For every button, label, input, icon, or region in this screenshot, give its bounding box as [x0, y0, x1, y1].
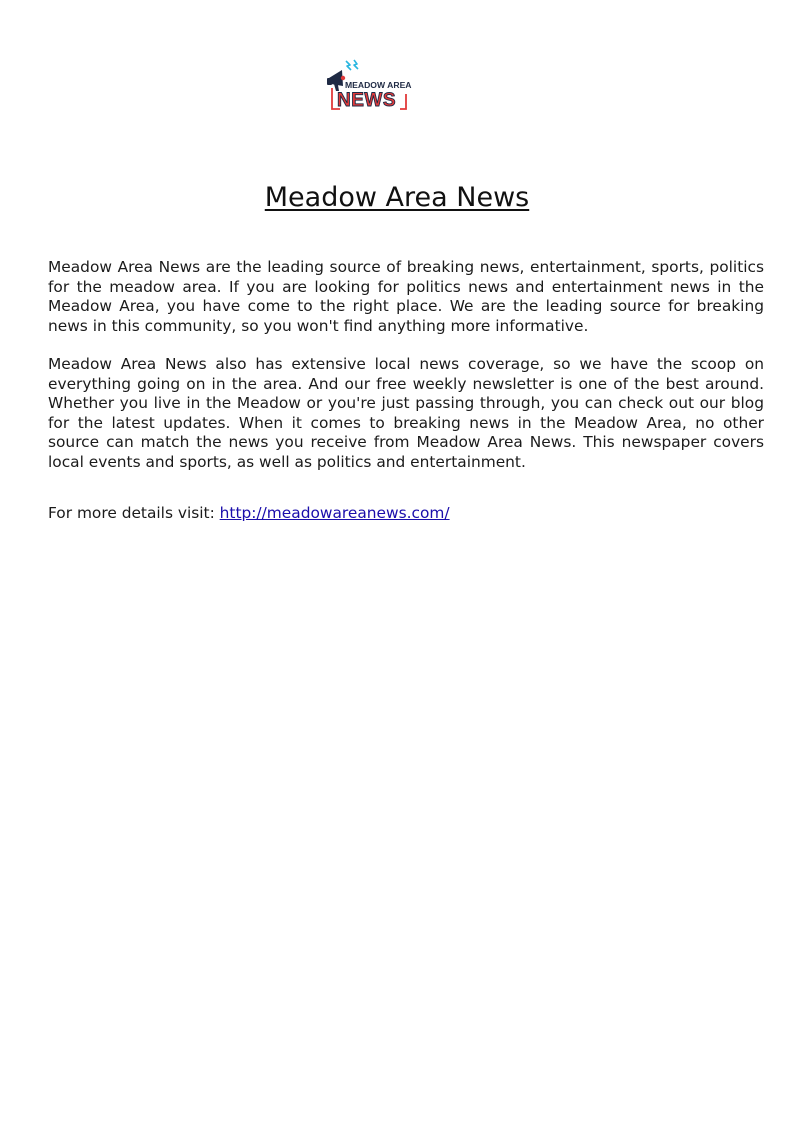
megaphone-icon [327, 70, 345, 91]
svg-text:NEWS: NEWS [337, 90, 396, 111]
svg-text:MEADOW AREA: MEADOW AREA [345, 80, 412, 90]
page-title: Meadow Area News [264, 182, 530, 213]
lightning-icon [346, 60, 358, 70]
meadow-area-news-logo [326, 58, 412, 112]
more-details-line [48, 504, 450, 524]
intro-paragraph: Meadow Area News are the leading source of breaking news, entertainment, sports, politics for the meadow area. If you are looking for politics news and entertainment news in the Meadow Area, you have come to the right place. We are the leading source for breaking news in this community, so you won't find anything more informative. [48, 258, 764, 335]
more-details-label: For more details visit: [48, 504, 220, 522]
website-link[interactable]: http://meadowareanews.com/ [219, 504, 450, 522]
coverage-paragraph: Meadow Area News also has extensive local news coverage, so we have the scoop on everything going on in the area. And our free weekly newsletter is one of the best around. Whether you live in the Meadow or you're just passing through, you can check out our blog for the latest updates. When it comes to breaking news in the Meadow Area, no other source can match the news you receive from Meadow Area News. This newspaper covers local events and sports, as well as politics and entertainment. [48, 355, 764, 471]
